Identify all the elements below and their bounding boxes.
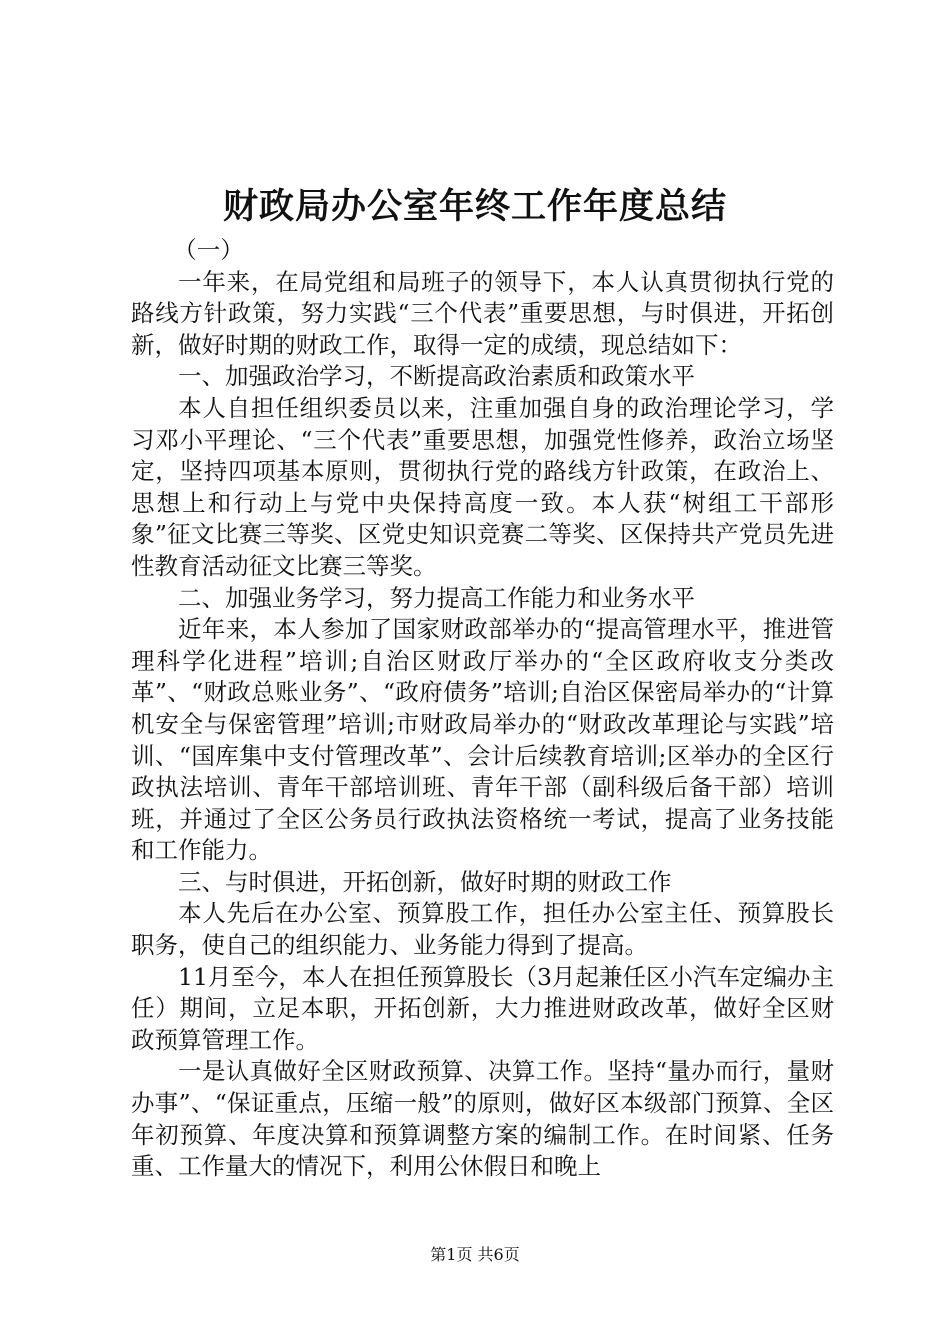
section-number: （一） — [173, 236, 244, 264]
document-title: 财政局办公室年终工作年度总结 — [222, 187, 727, 227]
page-footer: 第1页 共6页 — [430, 1245, 520, 1264]
paragraph-budget-work: 一是认真做好全区财政预算、决算工作。坚持“量办而行，量财办事”、“保证重点，压缩一般”的原则，做好区本级部门预算、全区年初预算、年度决算和预算调整方案的编制工作。在时间紧、任务重、工作量大的情况下，利用公休假日和晚上 — [131, 1057, 834, 1181]
paragraph-budget-chief: 11月至今，本人在担任预算股长（3月起兼任区小汽车定编办主任）期间，立足本职，开拓创新，大力推进财政改革，做好全区财政预算管理工作。 — [131, 962, 834, 1054]
paragraph-business-study: 近年来，本人参加了国家财政部举办的“提高管理水平，推进管理科学化进程”培训;自治区财政厅举办的“全区政府收支分类改革”、“财政总账业务”、“政府债务”培训;自治区保密局举办的“计算机安全与保密管理”培训;市财政局举办的“财政改革理论与实践”培训、“国库集中支付管理改革”、会计后续教育培训;区举办的全区行政执法培训、青年干部培训班、青年干部（副科级后备干部）培训班，并通过了全区公务员行政执法资格统一考试，提高了业务技能和工作能力。 — [131, 615, 834, 865]
heading-innovation: 三、与时俱进，开拓创新，做好时期的财政工作 — [178, 867, 672, 896]
intro-paragraph: 一年来，在局党组和局班子的领导下，本人认真贯彻执行党的路线方针政策，努力实践“三个代表”重要思想，与时俱进，开拓创新，做好时期的财政工作，取得一定的成绩，现总结如下： — [131, 267, 834, 359]
heading-business-study: 二、加强业务学习，努力提高工作能力和业务水平 — [178, 583, 695, 612]
heading-political-study: 一、加强政治学习，不断提高政治素质和政策水平 — [178, 362, 695, 391]
paragraph-political-study: 本人自担任组织委员以来，注重加强自身的政治理论学习，学习邓小平理论、“三个代表”重要思想，加强党性修养，政治立场坚定，坚持四项基本原则，贯彻执行党的路线方针政策，在政治上、思想上和行动上与党中央保持高度一致。本人获“树组工干部形象”征文比赛三等奖、区党史知识竞赛二等奖、区保持共产党员先进性教育活动征文比赛三等奖。 — [131, 393, 834, 580]
paragraph-positions: 本人先后在办公室、预算股工作，担任办公室主任、预算股长职务，使自己的组织能力、业务能力得到了提高。 — [131, 899, 834, 960]
document-body — [131, 235, 834, 1183]
